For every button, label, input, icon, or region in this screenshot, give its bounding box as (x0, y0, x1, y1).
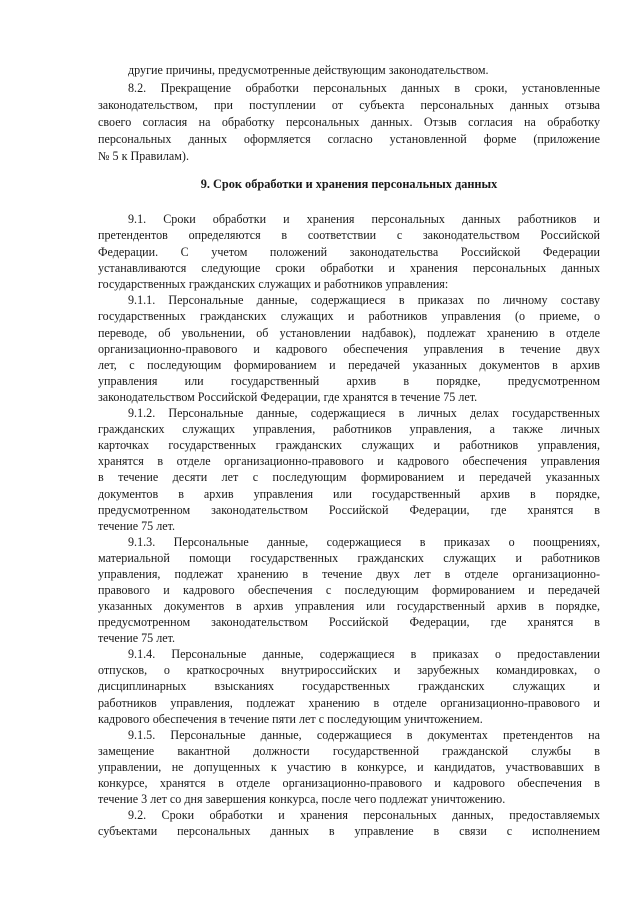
text-line: № 5 к Правилам). (98, 149, 189, 163)
section-heading: 9. Срок обработки и хранения персональных данных (200, 177, 498, 191)
text-line: переводе, об увольнении, об установлении надбавок), подлежат хранению в отделе (98, 326, 600, 340)
text-line: 9.1.1. Персональные данные, содержащиеся в приказах по личному составу (128, 293, 600, 307)
text-line: Федерации. С учетом положений законодательства Российской Федерации (98, 245, 600, 259)
text-line: 9.1. Сроки обработки и хранения персональных данных работников и (128, 212, 600, 226)
text-line: другие причины, предусмотренные действующим законодательством. (128, 63, 489, 77)
text-line: течение 75 лет. (98, 519, 176, 533)
text-line: замещение вакантной должности государственной гражданской службы в (98, 744, 600, 758)
text-line: материальной помощи государственных гражданских служащих и работников (98, 551, 600, 565)
text-line: законодательством Российской Федерации, где хранятся в течение 75 лет. (98, 390, 478, 404)
text-line: 9.1.3. Персональные данные, содержащиеся в приказах о поощрениях, (128, 535, 600, 549)
text-line: государственных гражданских служащих и работников управления: (98, 277, 449, 291)
text-line: указанных документов в архив управления или государственный архив в порядке, (98, 599, 600, 613)
text-line: организационно-правового и кадрового обеспечения управления в течение двух (98, 342, 600, 356)
text-line: государственных гражданских служащих и работников управления (о приеме, о (98, 309, 600, 323)
text-line: претендентов определяются в соответствии с законодательством Российской (98, 228, 600, 242)
text-line: своего согласия на обработку персональных данных. Отзыв согласия на обработку (98, 115, 600, 129)
text-line: конкурсе, хранятся в отделе организационно-правового и кадрового обеспечения в (98, 776, 600, 790)
text-line: течение 75 лет. (98, 631, 176, 645)
text-line: управления или государственный архив в порядке, предусмотренном (98, 374, 600, 388)
text-line: управления, подлежат хранению в течение двух лет в отделе организационно- (98, 567, 600, 581)
text-line: течение 3 лет со дня завершения конкурса, после чего подлежат уничтожению. (98, 792, 506, 806)
text-line: 9.1.5. Персональные данные, содержащиеся в документах претендентов на (128, 728, 600, 742)
text-line: 9.2. Сроки обработки и хранения персональных данных, предоставляемых (128, 808, 600, 822)
text-line: 9.1.2. Персональные данные, содержащиеся в личных делах государственных (128, 406, 600, 420)
text-line: в течение десяти лет с последующим формированием и передачей указанных (98, 470, 600, 484)
text-line: предусмотренном законодательством Российской Федерации, где хранятся в (98, 503, 600, 517)
text-line: работников управления, подлежат хранению в отделе организационно-правового и (98, 696, 600, 710)
text-line: управлении, не допущенных к участию в конкурсе, и кандидатов, участвовавших в (98, 760, 600, 774)
text-line: отпусков, о краткосрочных внутрироссийских и зарубежных командировках, о (98, 663, 600, 677)
text-line: хранятся в отделе организационно-правового и кадрового обеспечения управления (98, 454, 600, 468)
text-line: 9.1.4. Персональные данные, содержащиеся в приказах о предоставлении (128, 647, 600, 661)
text-line: кадрового обеспечения в течение пяти лет с последующим уничтожением. (98, 712, 483, 726)
text-line: гражданских служащих управления, работников управления, а также личных (98, 422, 600, 436)
text-line: персональных данных оформляется согласно установленной форме (приложение (98, 132, 600, 146)
text-line: дисциплинарных взысканиях государственных гражданских служащих и (98, 679, 600, 693)
text-line: карточках государственных гражданских служащих и работников управления, (98, 438, 600, 452)
text-line: предусмотренном законодательством Российской Федерации, где хранятся в (98, 615, 600, 629)
text-line: лет, с последующим формированием и передачей указанных документов в архив (98, 358, 600, 372)
text-line: 8.2. Прекращение обработки персональных данных в сроки, установленные (128, 81, 600, 95)
text-line: законодательством, при поступлении от субъекта персональных данных отзыва (98, 98, 600, 112)
text-line: правового и кадрового обеспечения с последующим формированием и передачей (98, 583, 600, 597)
text-line: субъектами персональных данных в управление в связи с исполнением (98, 824, 600, 838)
text-line: устанавливаются следующие сроки обработки и хранения персональных данных (98, 261, 600, 275)
text-line: документов в архив управления или государственный архив в порядке, (98, 487, 600, 501)
